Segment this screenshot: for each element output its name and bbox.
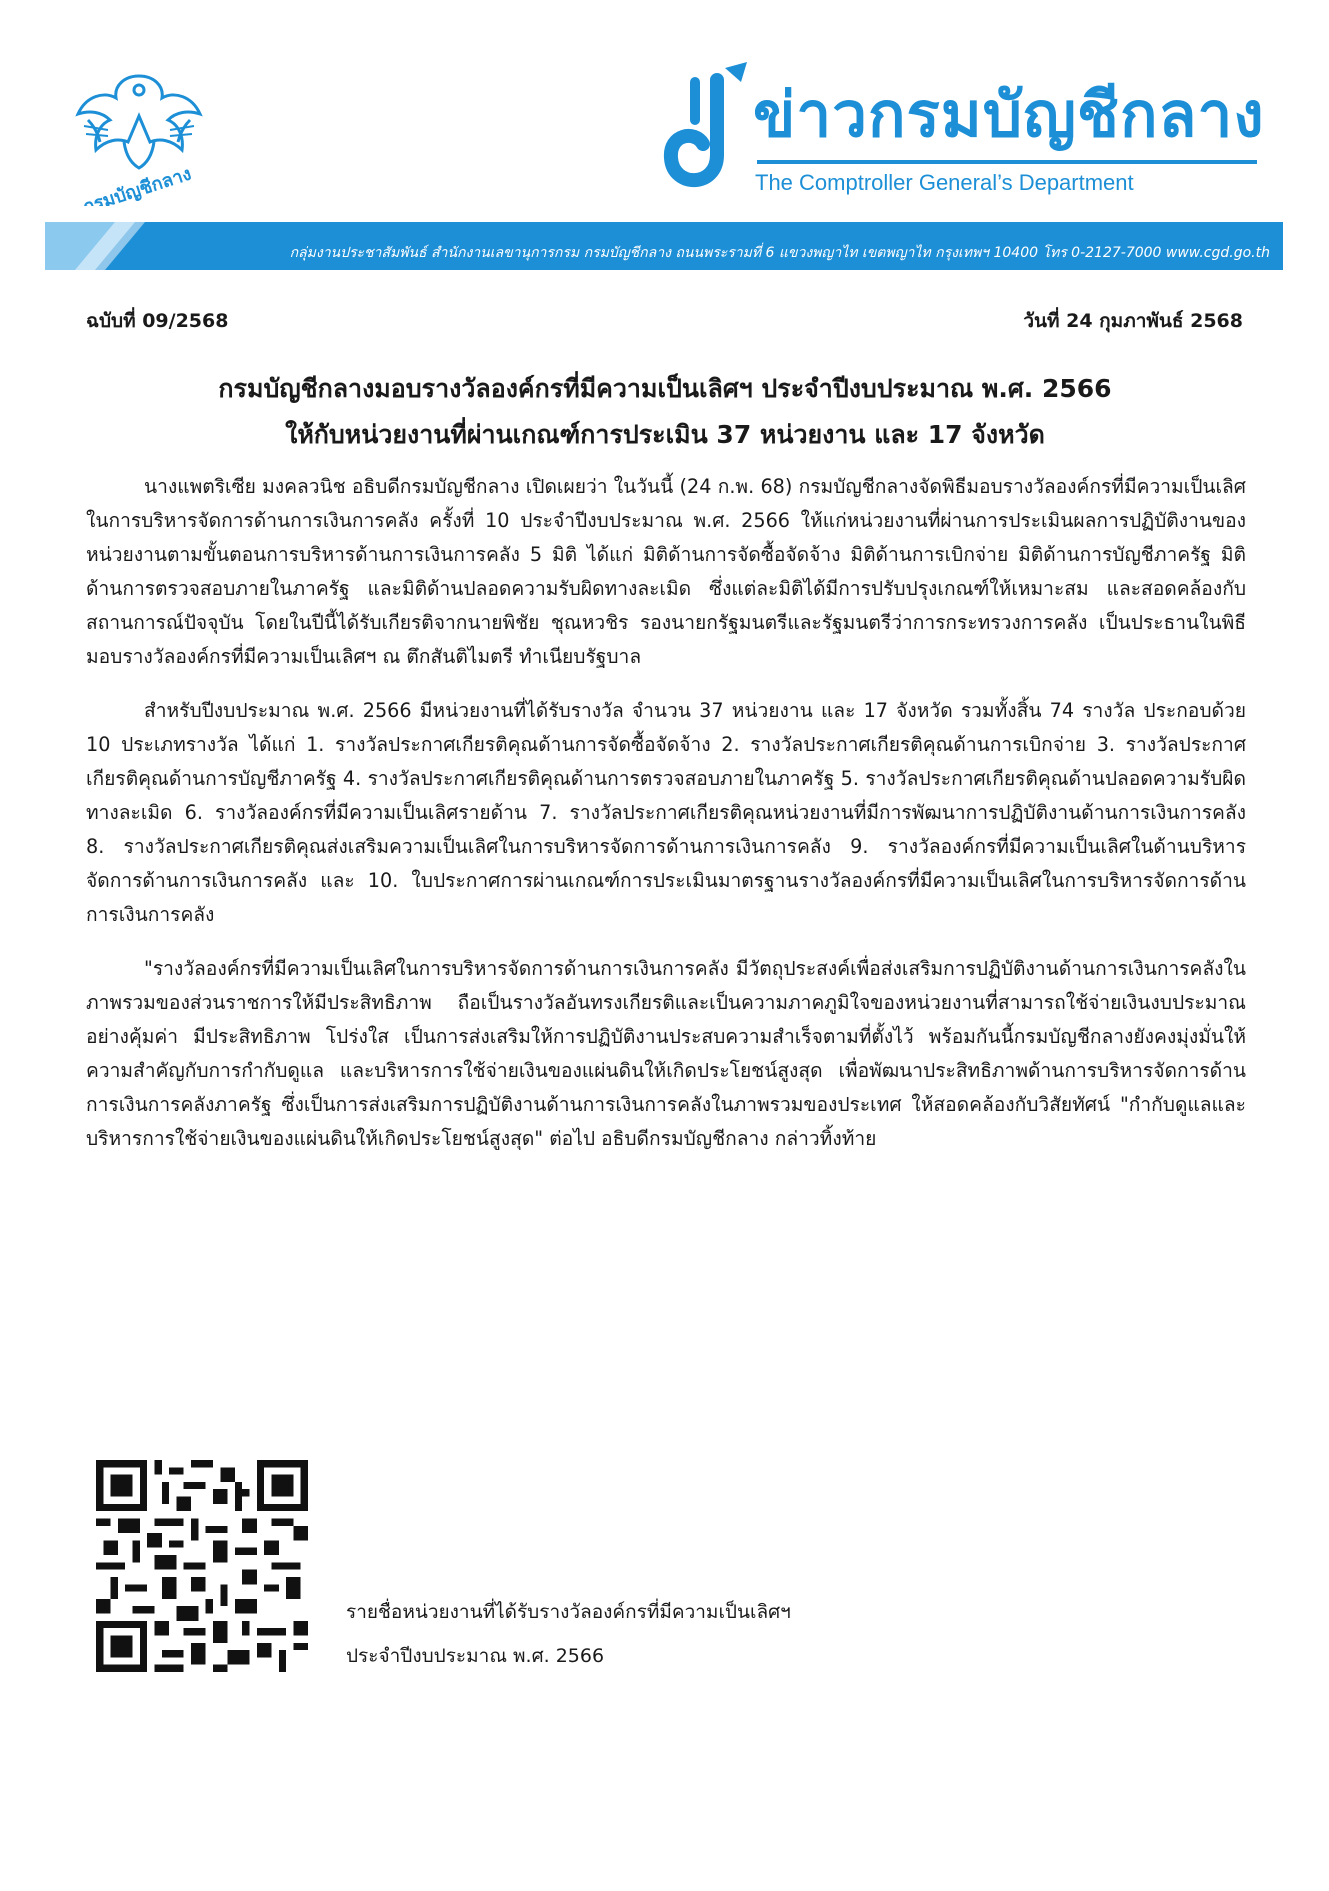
issue-number: ฉบับที่ 09/2568 [86, 310, 229, 332]
masthead-emblem-icon [655, 60, 755, 205]
headline-line-2: ให้กับหน่วยงานที่ผ่านเกณฑ์การประเมิน 37 หน่วยงาน และ 17 จังหวัด [285, 420, 1045, 449]
contact-info: กลุ่มงานประชาสัมพันธ์ สำนักงานเลขานุการกรม กรมบัญชีกลาง ถนนพระรามที่ 6 แขวงพญาไท เขตพญาไท กรุงเทพฯ 10400 โทร 0-2127-7000 www.cgd.go.th [289, 245, 1270, 261]
qr-caption-line-2: ประจำปีงบประมาณ พ.ศ. 2566 [346, 1645, 605, 1667]
logo-text: กรมบัญชีกลาง [80, 163, 194, 206]
masthead-divider [757, 160, 1257, 164]
article-body [86, 470, 1246, 1176]
paragraph-3: "รางวัลองค์กรที่มีความเป็นเลิศในการบริหารจัดการด้านการเงินการคลัง มีวัตถุประสงค์เพื่อส่งเสริมการปฏิบัติงานด้านการเงินการคลังในภาพรวมของส่วนราชการให้มีประสิทธิภาพ ถือเป็นรางวัลอันทรงเกียรติและเป็นความภาคภูมิใจของหน่วยงานที่สามารถใช้จ่ายเงินงบประมาณอย่างคุ้มค่า มีประสิทธิภาพ โปร่งใส เป็นการส่งเสริมให้การปฏิบัติงานประสบความสำเร็จตามที่ตั้งไว้ พร้อมกันนี้กรมบัญชีกลางยังคงมุ่งมั่นให้ความสำคัญกับการกำกับดูแล และบริหารการใช้จ่ายเงินของแผ่นดินให้เกิดประโยชน์สูงสุด เพื่อพัฒนาประสิทธิภาพด้านการบริหารจัดการด้านการเงินการคลังภาครัฐ ซึ่งเป็นการส่งเสริมการปฏิบัติงานด้านการเงินการคลังในภาพรวมของประเทศ ให้สอดคล้องกับวิสัยทัศน์ "กำกับดูแลและบริหารการใช้จ่ายเงินของแผ่นดินให้เกิดประโยชน์สูงสุด" ต่อไป อธิบดีกรมบัญชีกลาง กล่าวทิ้งท้าย [86, 957, 1246, 1150]
headline-line-1: กรมบัญชีกลางมอบรางวัลองค์กรที่มีความเป็นเลิศฯ ประจำปีงบประมาณ พ.ศ. 2566 [218, 374, 1112, 403]
department-logo [64, 56, 214, 206]
masthead [655, 60, 1265, 205]
qr-caption [346, 1590, 791, 1678]
paragraph-1: นางแพตริเซีย มงคลวนิช อธิบดีกรมบัญชีกลาง เปิดเผยว่า ในวันนี้ (24 ก.พ. 68) กรมบัญชีกลางจัดพิธีมอบรางวัลองค์กรที่มีความเป็นเลิศในการบริหารจัดการด้านการเงินการคลัง ครั้งที่ 10 ประจำปีงบประมาณ พ.ศ. 2566 ให้แก่หน่วยงานที่ผ่านการประเมินผลการปฏิบัติงานของหน่วยงานตามขั้นตอนการบริหารด้านการเงินการคลัง 5 มิติ ได้แก่ มิติด้านการจัดซื้อจัดจ้าง มิติด้านการเบิกจ่าย มิติด้านการบัญชีภาครัฐ มิติด้านการตรวจสอบภายในภาครัฐ และมิติด้านปลอดความรับผิดทางละเมิด ซึ่งแต่ละมิติได้มีการปรับปรุงเกณฑ์ให้เหมาะสม และสอดคล้องกับสถานการณ์ปัจจุบัน โดยในปีนี้ได้รับเกียรติจากนายพิชัย ชุณหวชิร รองนายกรัฐมนตรีและรัฐมนตรีว่าการกระทรวงการคลัง เป็นประธานในพิธีมอบรางวัลองค์กรที่มีความเป็นเลิศฯ ณ ตึกสันติไมตรี ทำเนียบรัฐบาล [86, 475, 1246, 668]
paragraph-2: สำหรับปีงบประมาณ พ.ศ. 2566 มีหน่วยงานที่ได้รับรางวัล จำนวน 37 หน่วยงาน และ 17 จังหวัด รวมทั้งสิ้น 74 รางวัล ประกอบด้วย 10 ประเภทรางวัล ได้แก่ 1. รางวัลประกาศเกียรติคุณด้านการจัดซื้อจัดจ้าง 2. รางวัลประกาศเกียรติคุณด้านการเบิกจ่าย 3. รางวัลประกาศเกียรติคุณด้านการบัญชีภาครัฐ 4. รางวัลประกาศเกียรติคุณด้านการตรวจสอบภายในภาครัฐ 5. รางวัลประกาศเกียรติคุณด้านปลอดความรับผิดทางละเมิด 6. รางวัลองค์กรที่มีความเป็นเลิศรายด้าน 7. รางวัลประกาศเกียรติคุณหน่วยงานที่มีการพัฒนาการปฏิบัติงานด้านการเงินการคลัง 8. รางวัลประกาศเกียรติคุณส่งเสริมความเป็นเลิศในการบริหารจัดการด้านการเงินการคลัง 9. รางวัลองค์กรที่มีความเป็นเลิศในด้านบริหารจัดการด้านการเงินการคลัง และ 10. ใบประกาศการผ่านเกณฑ์การประเมินมาตรฐานรางวัลองค์กรที่มีความเป็นเลิศในการบริหารจัดการด้านการเงินการคลัง [86, 699, 1246, 926]
masthead-title: ข่าวกรมบัญชีกลาง [753, 78, 1265, 151]
qr-code-icon[interactable] [96, 1460, 308, 1672]
qr-caption-line-1: รายชื่อหน่วยงานที่ได้รับรางวัลองค์กรที่มีความเป็นเลิศฯ [346, 1601, 791, 1623]
headline [80, 366, 1250, 458]
issue-date: วันที่ 24 กุมภาพันธ์ 2568 [1023, 310, 1243, 332]
masthead-subtitle: The Comptroller General’s Department [755, 170, 1134, 195]
